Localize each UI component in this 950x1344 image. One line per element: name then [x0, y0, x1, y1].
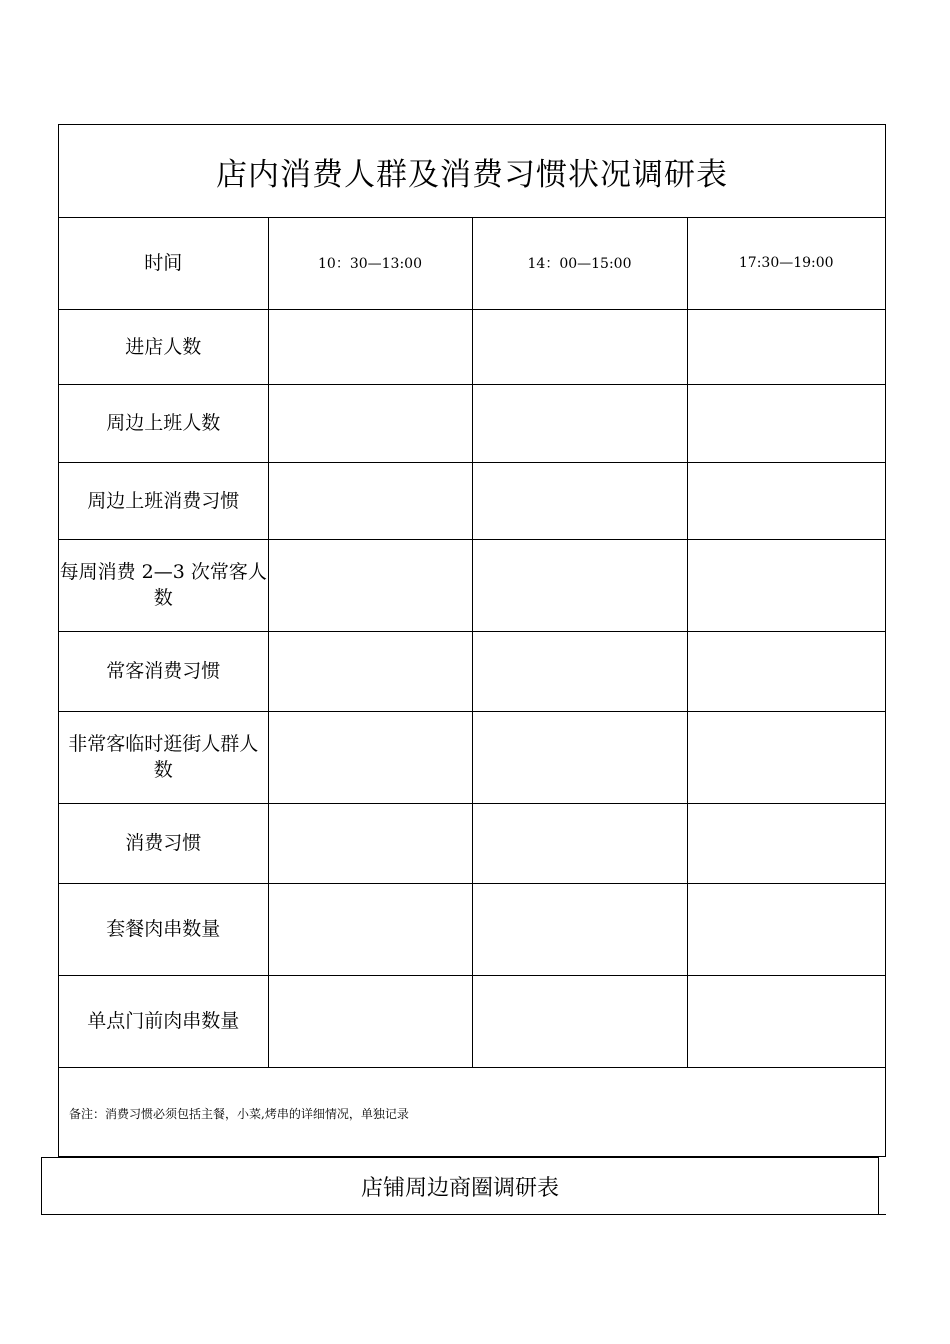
table-cell[interactable] [472, 309, 687, 384]
table-cell[interactable] [687, 883, 885, 975]
note-text: 备注：消费习惯必须包括主餐，小菜,烤串的详细情况，单独记录 [69, 1107, 409, 1121]
row-label: 消费习惯 [59, 803, 268, 883]
second-table-title: 店铺周边商圈调研表 [41, 1157, 879, 1215]
table-row [59, 803, 885, 883]
row-label: 每周消费 2—3 次常客人数 [59, 539, 268, 631]
table-cell[interactable] [687, 309, 885, 384]
table-cell[interactable] [268, 462, 472, 539]
table-cell[interactable] [687, 631, 885, 711]
note-cell [59, 1067, 885, 1157]
table-row [59, 711, 885, 803]
row-label: 单点门前肉串数量 [59, 975, 268, 1067]
table-row [59, 309, 885, 384]
table-row [59, 883, 885, 975]
table-cell[interactable] [268, 309, 472, 384]
header-row [59, 217, 885, 309]
row-label: 非常客临时逛街人群人数 [59, 711, 268, 803]
table-cell[interactable] [472, 883, 687, 975]
row-label: 周边上班消费习惯 [59, 462, 268, 539]
table-cell[interactable] [472, 462, 687, 539]
table-cell[interactable] [472, 631, 687, 711]
table-cell[interactable] [268, 975, 472, 1067]
time-slot-2: 14：00—15:00 [472, 217, 687, 309]
survey-grid [59, 217, 885, 1068]
row-label: 常客消费习惯 [59, 631, 268, 711]
table-cell[interactable] [268, 539, 472, 631]
table-cell[interactable] [687, 711, 885, 803]
consumer-survey-table [58, 124, 886, 1157]
survey-title: 店内消费人群及消费习惯状况调研表 [59, 125, 885, 218]
row-label: 周边上班人数 [59, 384, 268, 462]
table-row [59, 631, 885, 711]
table-cell[interactable] [687, 803, 885, 883]
table-row [59, 384, 885, 462]
table-cell[interactable] [687, 462, 885, 539]
row-label: 套餐肉串数量 [59, 883, 268, 975]
table-cell[interactable] [472, 711, 687, 803]
table-cell[interactable] [472, 384, 687, 462]
table-cell[interactable] [268, 631, 472, 711]
table-cell[interactable] [687, 384, 885, 462]
table-cell[interactable] [268, 384, 472, 462]
table-cell[interactable] [687, 539, 885, 631]
table-cell[interactable] [472, 539, 687, 631]
table-cell[interactable] [472, 975, 687, 1067]
table-border-line [878, 1157, 879, 1215]
table-cell[interactable] [472, 803, 687, 883]
table-cell[interactable] [268, 711, 472, 803]
table-cell[interactable] [268, 883, 472, 975]
table-cell[interactable] [687, 975, 885, 1067]
table-border-tick [878, 1214, 886, 1215]
time-header: 时间 [59, 217, 268, 309]
table-row [59, 462, 885, 539]
time-slot-1: 10：30—13:00 [268, 217, 472, 309]
table-row [59, 539, 885, 631]
table-row [59, 975, 885, 1067]
row-label: 进店人数 [59, 309, 268, 384]
time-slot-3: 17:30—19:00 [687, 217, 885, 309]
table-cell[interactable] [268, 803, 472, 883]
